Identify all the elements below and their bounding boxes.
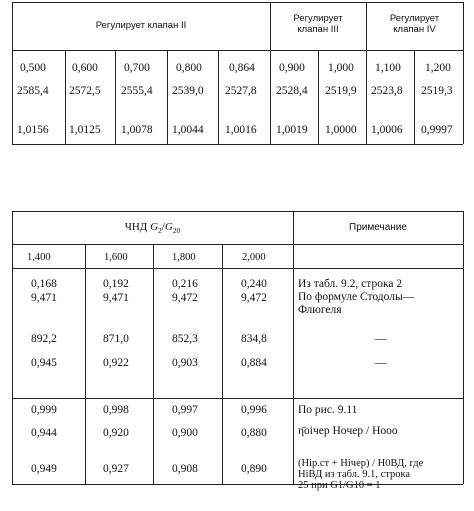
- table-cell: 1,200: [425, 62, 451, 74]
- table-2-header-group: ЧНД $G_2/G_{20}$: [124, 221, 181, 236]
- table-cell: 0,9997: [421, 124, 453, 136]
- table-cell: 834,8: [241, 333, 267, 345]
- table-cell: 0,500: [20, 62, 46, 74]
- table-cell: 2523,8: [371, 85, 403, 97]
- table-cell: 0,949: [31, 463, 57, 475]
- note-dash: —: [375, 333, 387, 345]
- table-cell: 0,168: [31, 278, 57, 290]
- table-cell: 0,996: [241, 404, 267, 416]
- table-cell: 0,800: [176, 62, 202, 74]
- table-cell: 9,472: [241, 292, 267, 304]
- table-cell: 0,908: [172, 463, 198, 475]
- table-cell: 0,884: [241, 357, 267, 369]
- table-cell: 1,0156: [17, 124, 49, 136]
- table-cell: 0,900: [279, 62, 305, 74]
- table-cell: 0,600: [72, 62, 98, 74]
- table-cell: 0,864: [229, 62, 255, 74]
- note-formula-cont: Флюгеля: [298, 304, 342, 316]
- note-enthalpy-formula: (Hip.ст + Hiчер) / H0ВД, где HiВД из табл. 9.1, строка 25 при G1/G10 = 1: [298, 458, 424, 491]
- table-cell: 0,945: [31, 357, 57, 369]
- table-2-header-note: Примечание: [349, 222, 407, 233]
- table-1-header-valve-2: Регулирует клапан II: [95, 20, 187, 31]
- table-cell: 0,997: [172, 404, 198, 416]
- table-cell: 0,900: [172, 427, 198, 439]
- note-efficiency-formula: η̄oiчер Hoчер / Hoоо: [298, 425, 398, 437]
- column-header: 1,400: [27, 252, 51, 263]
- table-cell: 0,998: [103, 404, 129, 416]
- table-cell: 1,000: [328, 62, 354, 74]
- table-cell: 1,0006: [371, 124, 403, 136]
- note-dash: —: [375, 357, 387, 369]
- column-header: 1,600: [104, 252, 128, 263]
- table-cell: 0,999: [31, 404, 57, 416]
- table-cell: 0,922: [103, 357, 129, 369]
- table-cell: 2572,5: [69, 85, 101, 97]
- table-cell: 0,890: [241, 463, 267, 475]
- table-cell: 0,700: [124, 62, 150, 74]
- column-header: 2,000: [242, 252, 266, 263]
- table-cell: 9,471: [31, 292, 57, 304]
- table-cell: 2585,4: [17, 85, 49, 97]
- table-cell: 2519,3: [421, 85, 453, 97]
- table-cell: 0,216: [172, 278, 198, 290]
- table-cell: 1,0019: [276, 124, 308, 136]
- table-1-header-valve-4: Регулирует клапан IV: [389, 13, 440, 35]
- table-cell: 0,240: [241, 278, 267, 290]
- table-cell: 0,880: [241, 427, 267, 439]
- table-cell: 1,100: [375, 62, 401, 74]
- table-cell: 0,903: [172, 357, 198, 369]
- table-cell: 0,920: [103, 427, 129, 439]
- column-header: 1,800: [172, 252, 196, 263]
- table-cell: 2555,4: [121, 85, 153, 97]
- table-cell: 0,944: [31, 427, 57, 439]
- table-cell: 2539,0: [172, 85, 204, 97]
- table-cell: 852,3: [172, 333, 198, 345]
- note-formula: По формуле Стодолы—: [298, 291, 415, 303]
- table-cell: 871,0: [103, 333, 129, 345]
- table-cell: 9,472: [172, 292, 198, 304]
- table-cell: 0,927: [103, 463, 129, 475]
- table-cell: 9,471: [103, 292, 129, 304]
- table-cell: 2519,9: [325, 85, 357, 97]
- note-figure-ref: По рис. 9.11: [298, 404, 358, 416]
- table-cell: 1,0125: [69, 124, 101, 136]
- table-cell: 892,2: [31, 333, 57, 345]
- note-source-table: Из табл. 9.2, строка 2: [298, 278, 403, 290]
- table-cell: 1,0078: [121, 124, 153, 136]
- table-cell: 1,0000: [325, 124, 357, 136]
- table-1-header-valve-3: Регулирует клапан III: [293, 13, 343, 35]
- table-cell: 0,192: [103, 278, 129, 290]
- table-cell: 1,0016: [225, 124, 257, 136]
- table-cell: 1,0044: [172, 124, 204, 136]
- table-cell: 2528,4: [276, 85, 308, 97]
- table-cell: 2527,8: [225, 85, 257, 97]
